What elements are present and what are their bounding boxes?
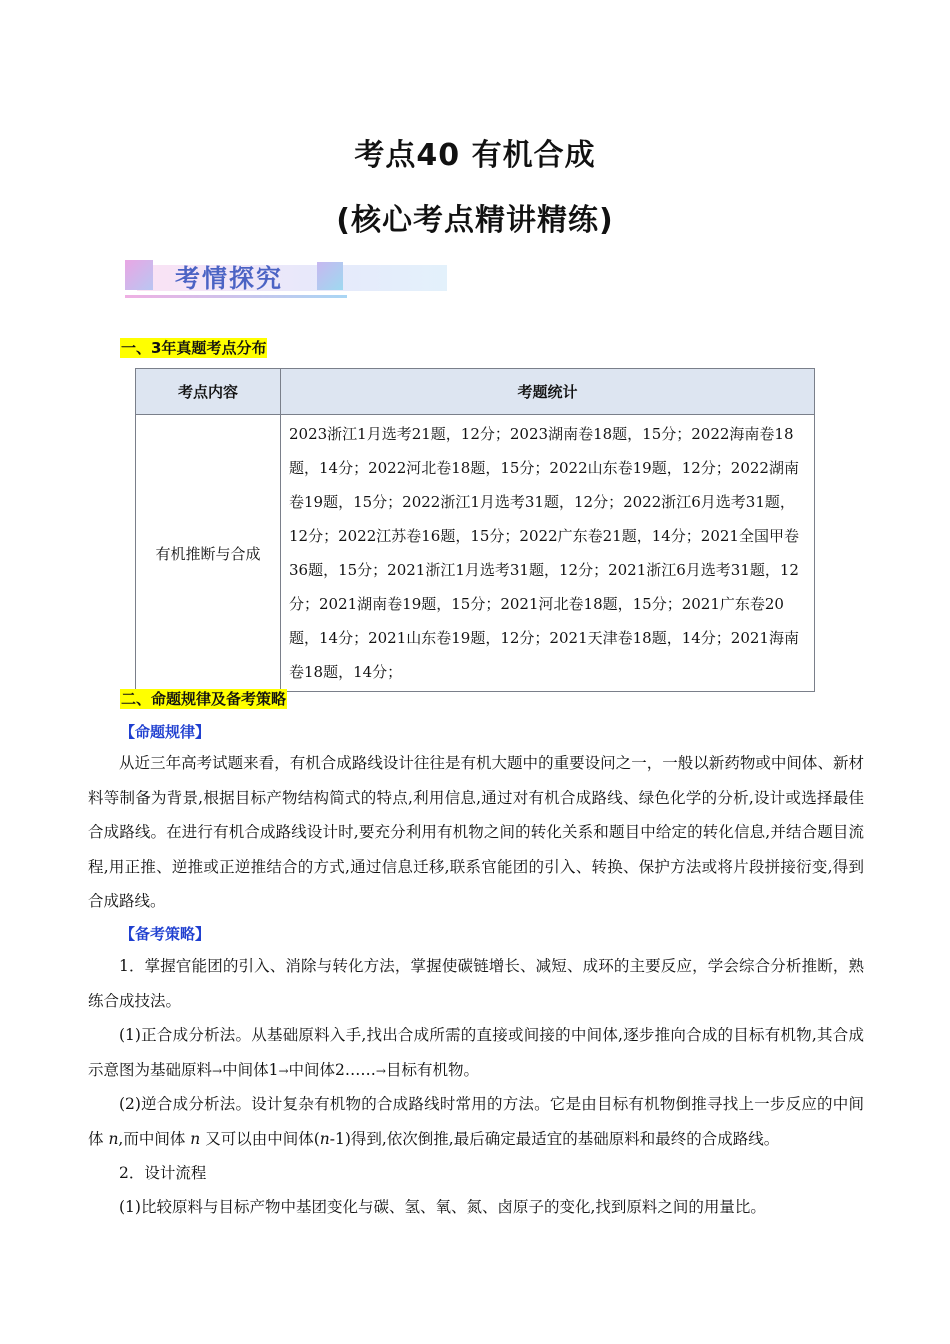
reverse-var-n: n	[108, 1129, 119, 1148]
banner-label: 考情探究	[175, 264, 284, 293]
reverse-text-a: (2)逆合成分析法。设计复杂有机物的合成路线时常用的方法。它是由目标有机物倒推寻找上一步反应的中间体	[88, 1095, 864, 1148]
section-heading-distribution: 一、3年真题考点分布	[121, 339, 267, 357]
strategy-heading: 【备考策略】	[120, 925, 211, 943]
strategy-paragraph-2: 2．设计流程	[119, 1164, 207, 1182]
page-subtitle: (核心考点精讲精练)	[336, 203, 614, 238]
banner-square-left	[125, 260, 153, 290]
arrow-icon: →	[375, 1063, 386, 1078]
forward-intermediate-1: 中间体1	[222, 1060, 279, 1079]
reverse-text-d: -1)得到,依次倒推,最后确定最适宜的基础原料和最终的合成路线。	[329, 1129, 780, 1148]
table-cell-stats: 2023浙江1月选考21题，12分；2023湖南卷18题，15分；2022海南卷18题，14分；2022河北卷18题，15分；2022山东卷19题，12分；2022湖南卷19题，15分；2022浙江1月选考31题，12分；2022浙江6月选考31题，12分；2022江苏卷16题，15分；2022广东卷21题，14分；2021全国甲卷36题，15分；2021浙江1月选考31题，12分；2021浙江6月选考31题，12分；2021湖南卷19题，15分；2021河北卷18题，15分；2021广东卷20题，14分；2021山东卷19题，12分；2021天津卷18题，14分；2021海南卷18题，14分；	[281, 415, 815, 692]
reverse-var-n: n	[319, 1129, 330, 1148]
forward-target: 目标有机物。	[385, 1060, 479, 1079]
banner-square-right	[317, 262, 343, 290]
section-heading-strategy: 二、命题规律及备考策略	[121, 690, 287, 708]
table-cell-topic: 有机推断与合成	[136, 415, 281, 692]
table-header-stats: 考题统计	[281, 369, 815, 415]
strategy-paragraph-reverse	[88, 1087, 864, 1156]
strategy-paragraph-1: 1．掌握官能团的引入、消除与转化方法，掌握使碳链增长、减短、成环的主要反应，学会综合分析推断，熟练合成技法。	[88, 957, 864, 1010]
arrow-icon: →	[278, 1063, 289, 1078]
exam-stats-table	[135, 368, 815, 692]
rule-paragraph: 从近三年高考试题来看，有机合成路线设计往往是有机大题中的重要设问之一，一般以新药物或中间体、新材料等制备为背景,根据目标产物结构简式的特点,利用信息,通过对有机合成路线、绿色化学的分析,设计或选择最佳合成路线。在进行有机合成路线设计时,要充分利用有机物之间的转化关系和题目中给定的转化信息,并结合题目流程,用正推、逆推或正逆推结合的方式,通过信息迁移,联系官能团的引入、转换、保护方法或将片段拼接衍变,得到合成路线。	[88, 754, 864, 910]
page-title: 考点40 有机合成	[354, 138, 596, 173]
forward-intermediate-2: 中间体2……	[288, 1060, 376, 1079]
arrow-icon: →	[212, 1063, 223, 1078]
reverse-var-n: n	[190, 1129, 201, 1148]
strategy-paragraph-2a: (1)比较原料与目标产物中基团变化与碳、氢、氧、氮、卤原子的变化,找到原料之间的用量比。	[119, 1198, 766, 1216]
reverse-text-c: 又可以由中间体(	[200, 1129, 320, 1148]
section-banner	[125, 257, 347, 303]
table-header-row	[136, 369, 815, 415]
forward-text: (1)正合成分析法。从基础原料入手,找出合成所需的直接或间接的中间体,逐步推向合成的目标有机物,其合成示意图为基础原料	[88, 1026, 864, 1079]
strategy-paragraph-forward	[88, 1018, 864, 1088]
table-header-topic: 考点内容	[136, 369, 281, 415]
banner-underline	[125, 295, 347, 298]
rule-heading: 【命题规律】	[120, 723, 211, 741]
reverse-text-b: ,而中间体	[118, 1129, 191, 1148]
table-row	[136, 415, 815, 692]
